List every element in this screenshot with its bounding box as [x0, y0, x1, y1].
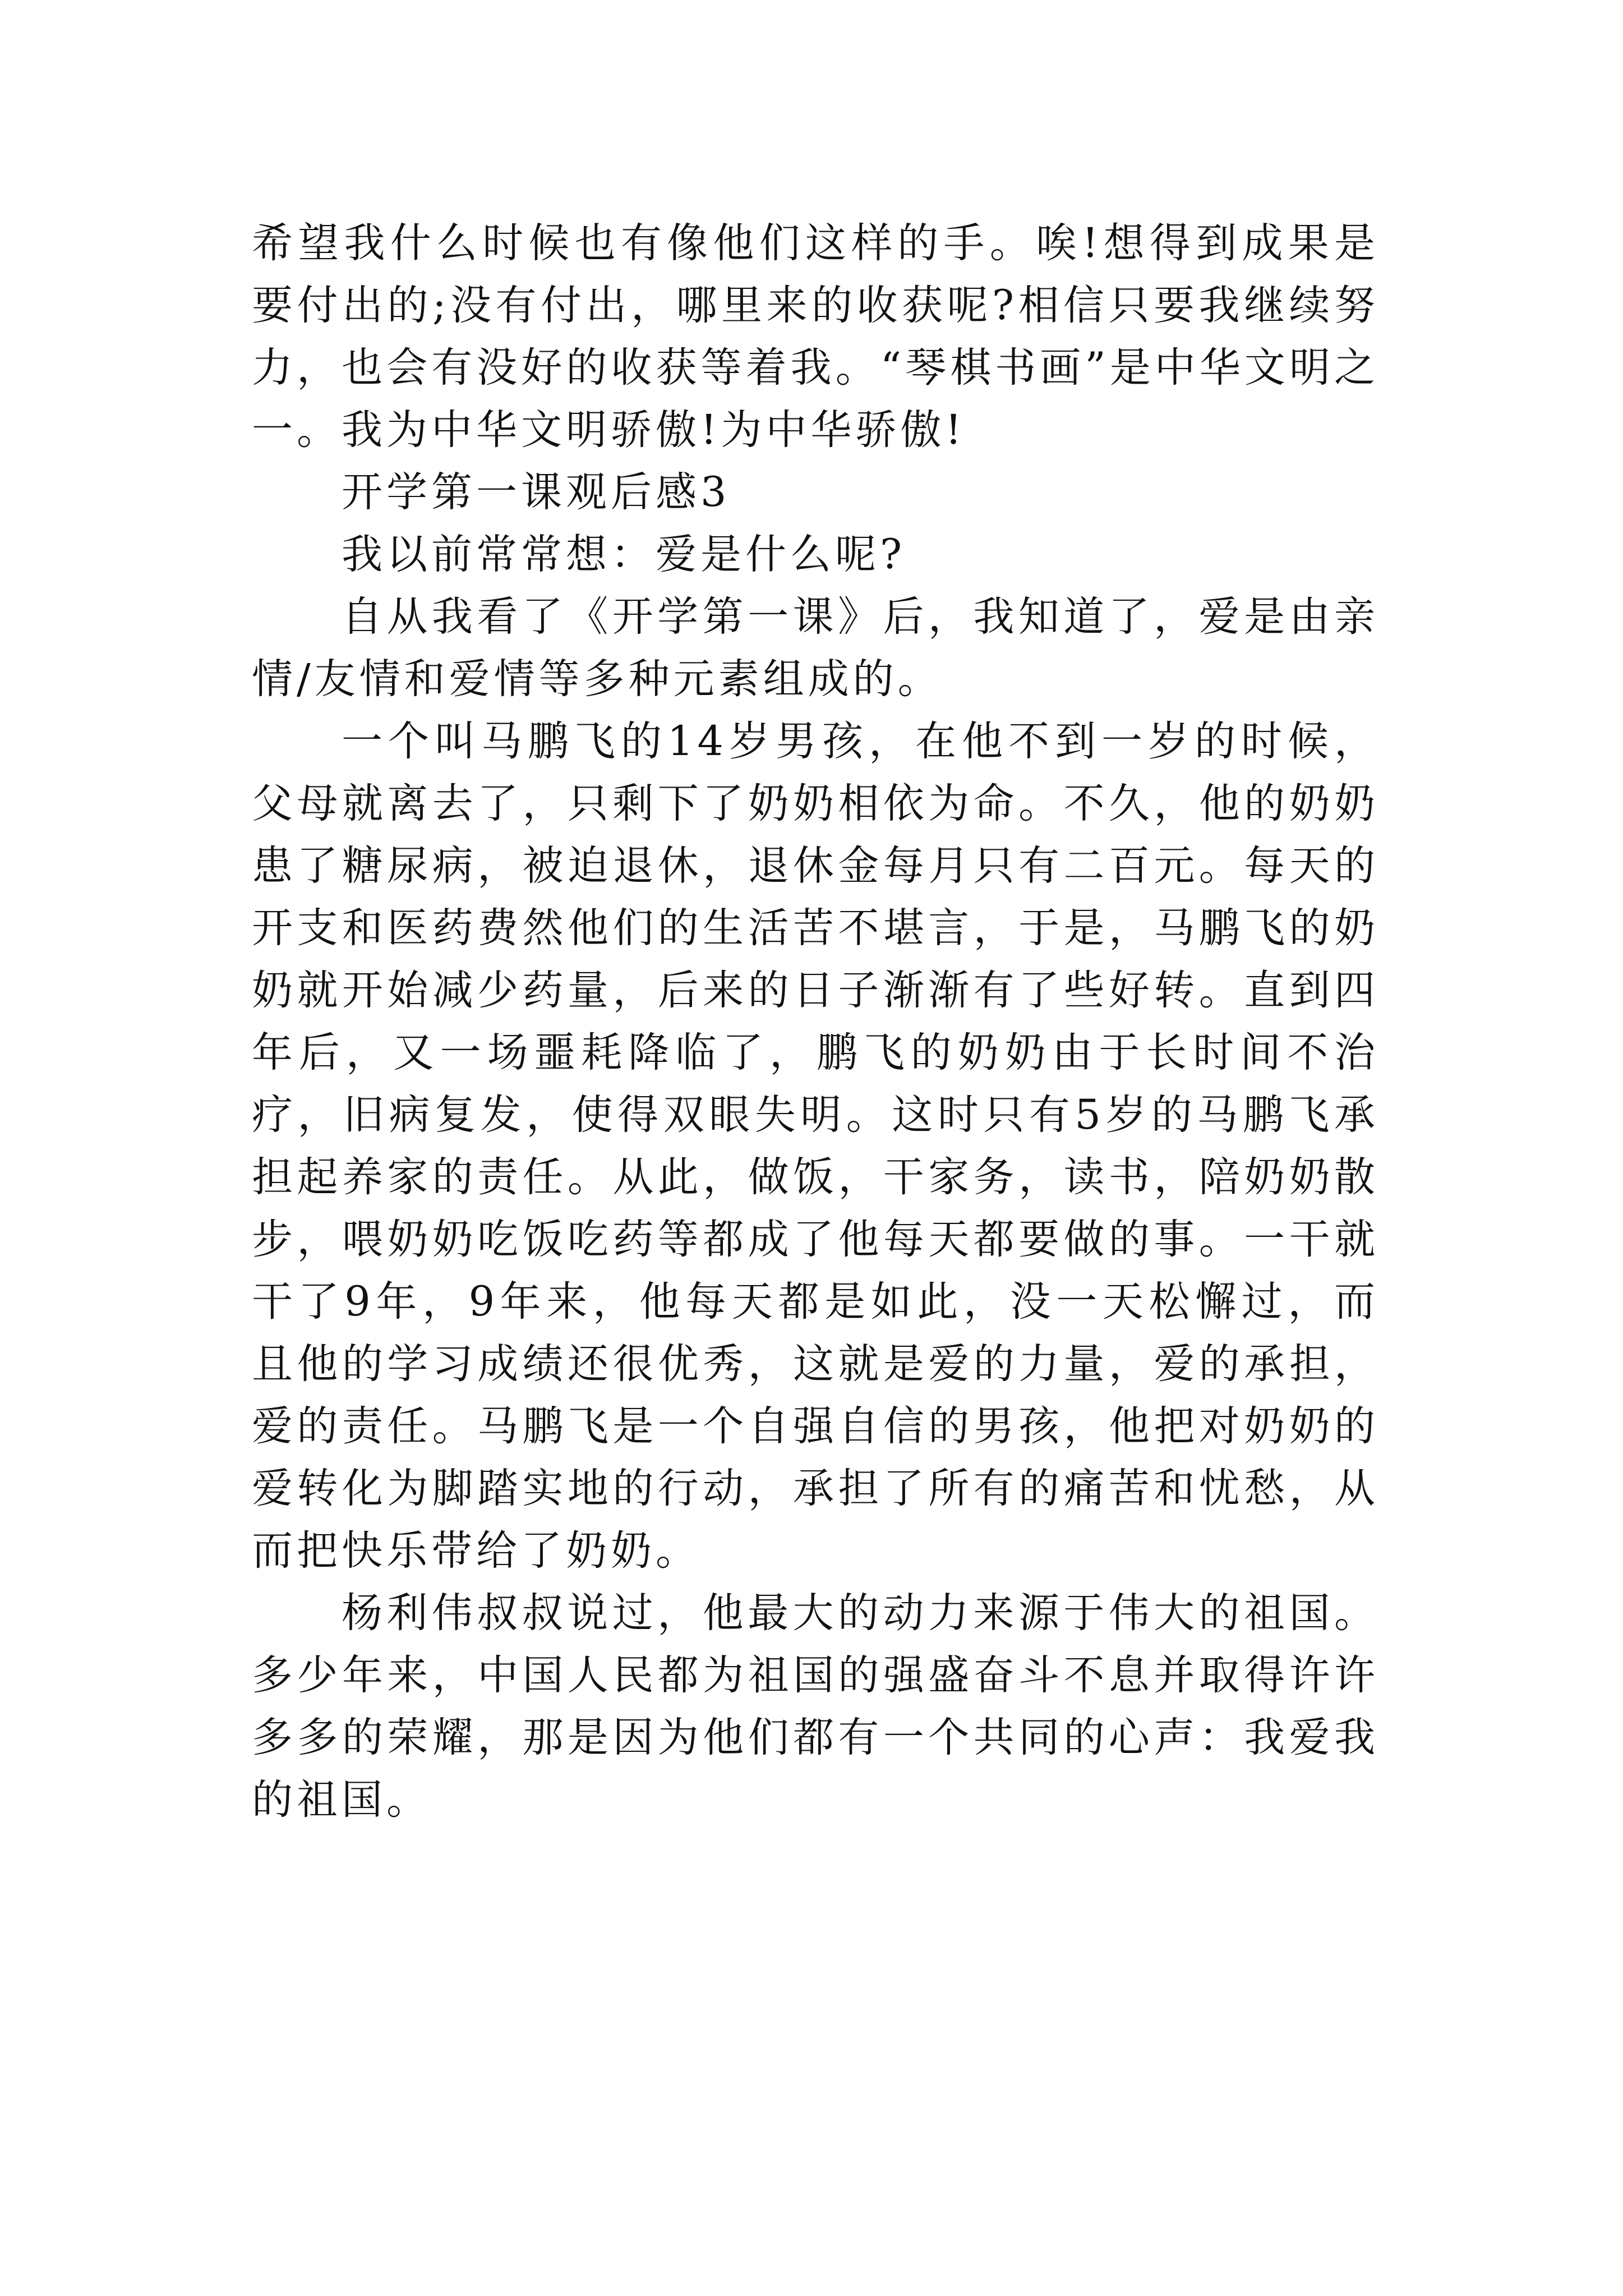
paragraph: 我以前常常想：爱是什么呢? [342, 531, 906, 578]
paragraph: 一个叫马鹏飞的14岁男孩，在他不到一岁的时候，父母就离去了，只剩下了奶奶相依为命。不久，他的奶奶患了糖尿病，被迫退休，退休金每月只有二百元。每天的开支和医药费然他们的生活苦不堪言，于是，马鹏飞的奶奶就开始减少药量，后来的日子渐渐有了些好转。直到四年后，又一场噩耗降临了，鹏飞的奶奶由于长时间不治疗，旧病复发，使得双眼失明。这时只有5岁的马鹏飞承担起养家的责任。从此，做饭，干家务，读书，陪奶奶散步，喂奶奶吃饭吃药等都成了他每天都要做的事。一干就干了9年，9年来，他每天都是如此，没一天松懈过，而且他的学习成绩还很优秀，这就是爱的力量，爱的承担，爱的责任。马鹏飞是一个自强自信的男孩，他把对奶奶的爱转化为脚踏实地的行动，承担了所有的痛苦和忧愁，从而把快乐带给了奶奶。 [252, 717, 1379, 1575]
document-body [252, 212, 1379, 1831]
paragraph: 杨利伟叔叔说过，他最大的动力来源于伟大的祖国。多少年来，中国人民都为祖国的强盛奋斗不息并取得许许多多的荣耀，那是因为他们都有一个共同的心声：我爱我的祖国。 [252, 1589, 1379, 1824]
paragraph: 自从我看了《开学第一课》后，我知道了，爱是由亲情/友情和爱情等多种元素组成的。 [252, 593, 1379, 703]
paragraph-continuation: 希望我什么时候也有像他们这样的手。唉!想得到成果是要付出的;没有付出，哪里来的收获呢?相信只要我继续努力，也会有没好的收获等着我。“琴棋书画”是中华文明之一。我为中华文明骄傲!为中华骄傲! [252, 219, 1379, 454]
section-heading: 开学第一课观后感3 [342, 468, 731, 516]
